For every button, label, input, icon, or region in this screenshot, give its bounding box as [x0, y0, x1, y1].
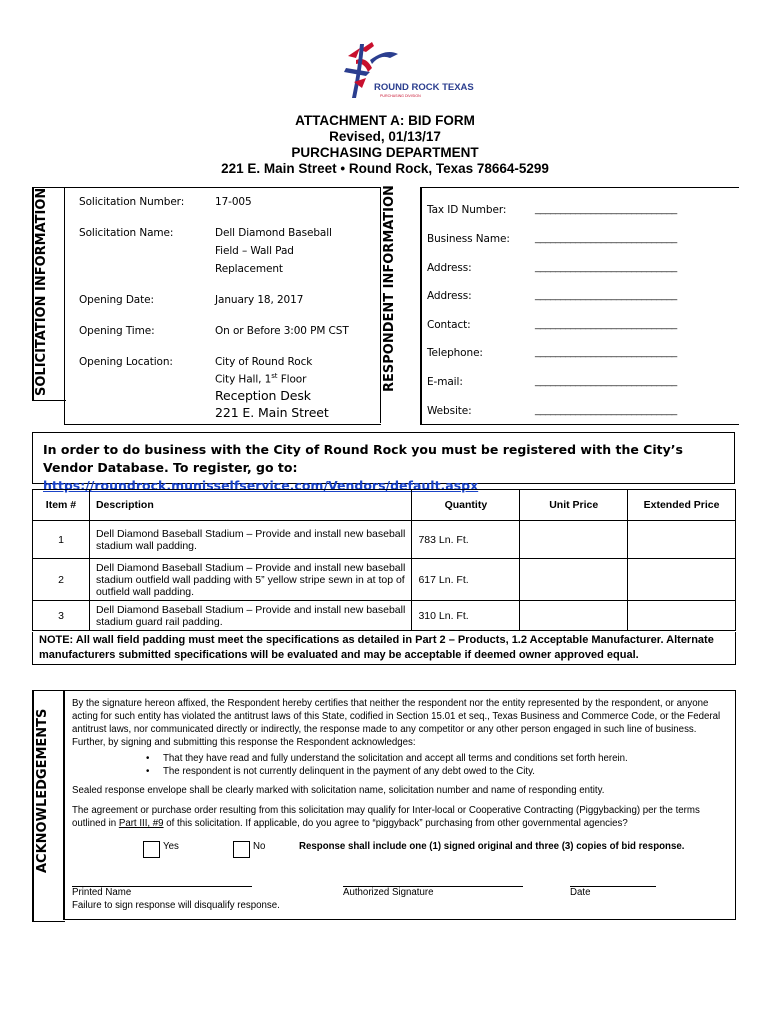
svg-text:PURCHASING DIVISION: PURCHASING DIVISION — [380, 94, 421, 98]
unit-price-cell[interactable] — [520, 601, 628, 631]
vendor-registration-notice: In order to do business with the City of Round Rock you must be registered with the City’s Vendor Database. To register, go to: https://roundrock.munisselfservice.com/Vendors/default.aspx — [32, 432, 735, 484]
tax-id-field[interactable]: ____________________________ — [535, 204, 677, 215]
quantity-header: Quantity — [412, 490, 520, 521]
solicitation-number-value: 17-005 — [215, 196, 252, 208]
printed-name-label: Printed Name — [72, 887, 132, 898]
copies-requirement: Response shall include one (1) signed original and three (3) copies of bid response. — [299, 841, 685, 852]
address-1-field[interactable]: ____________________________ — [535, 262, 677, 273]
no-checkbox[interactable] — [233, 841, 250, 858]
item-description: Dell Diamond Baseball Stadium – Provide and install new baseball stadium outfield wall padding with 5” yellow stripe sewn in at top of outfield wall padding. — [89, 559, 412, 601]
unit-price-header: Unit Price — [520, 490, 628, 521]
solicitation-number-label: Solicitation Number: — [79, 196, 185, 208]
respondent-info-panel — [420, 187, 739, 425]
table-header-row — [33, 490, 736, 521]
telephone-label: Telephone: — [427, 347, 483, 359]
item-quantity: 783 Ln. Ft. — [412, 521, 520, 559]
website-field[interactable]: ____________________________ — [535, 405, 677, 416]
item-number: 2 — [33, 559, 90, 601]
item-description: Dell Diamond Baseball Stadium – Provide and install new baseball stadium wall padding. — [89, 521, 412, 559]
unit-price-cell[interactable] — [520, 521, 628, 559]
opening-location-line-2: City Hall, 1st Floor — [215, 372, 307, 386]
contact-label: Contact: — [427, 319, 471, 331]
signature-warning: Failure to sign response will disqualify response. — [72, 900, 280, 911]
respondent-section-title: RESPONDENT INFORMATION — [382, 185, 397, 392]
item-quantity: 617 Ln. Ft. — [412, 559, 520, 601]
svg-text:ROUND ROCK TEXAS: ROUND ROCK TEXAS — [374, 82, 474, 93]
contact-field[interactable]: ____________________________ — [535, 319, 677, 330]
address-2-field[interactable]: ____________________________ — [535, 290, 677, 301]
telephone-field[interactable]: ____________________________ — [535, 347, 677, 358]
business-name-label: Business Name: — [427, 233, 510, 245]
bid-items-table — [32, 489, 736, 631]
yes-label: Yes — [163, 841, 179, 852]
opening-date-label: Opening Date: — [79, 294, 154, 306]
bullet-icon: • — [146, 766, 150, 777]
bullet-icon: • — [146, 753, 150, 764]
table-row — [33, 559, 736, 601]
item-quantity: 310 Ln. Ft. — [412, 601, 520, 631]
antitrust-certification: By the signature hereon affixed, the Respondent hereby certifies that neither the respondent nor the entity represented by the respondent, or anyone acting for such entity has violated the antitrust laws of this State, codified in Section 15.01 et seq., Texas Business and Commerce Code, or the Federal antitrust laws, nor communicated directly or indirectly, the response made to any competitor or any other person engaged in such line of business. Further, by signing and submitting this response the Respondent acknowledges: — [72, 698, 721, 748]
date-label: Date — [570, 887, 591, 898]
solicitation-name-value-3: Replacement — [215, 263, 283, 275]
solicitation-name-label: Solicitation Name: — [79, 227, 174, 239]
item-number: 1 — [33, 521, 90, 559]
extended-price-cell[interactable] — [628, 521, 736, 559]
no-label: No — [253, 841, 266, 852]
table-row — [33, 521, 736, 559]
item-number: 3 — [33, 601, 90, 631]
extended-price-header: Extended Price — [628, 490, 736, 521]
table-row — [33, 601, 736, 631]
specification-note: NOTE: All wall field padding must meet the specifications as detailed in Part 2 – Products, 1.2 Acceptable Manufacturer. Alternate manufacturers submitted specifications will be evaluated and may be acceptable if deemed owner approved equal. — [32, 632, 736, 665]
opening-location-line-1: City of Round Rock — [215, 356, 313, 368]
department-address: 221 E. Main Street • Round Rock, Texas 78664-5299 — [221, 161, 549, 176]
opening-location-label: Opening Location: — [79, 356, 173, 368]
authorized-signature-label: Authorized Signature — [343, 887, 434, 898]
item-description: Dell Diamond Baseball Stadium – Provide and install new baseball stadium guard rail padding. — [89, 601, 412, 631]
vendor-registration-link[interactable]: https://roundrock.munisselfservice.com/Vendors/default.aspx — [43, 478, 479, 493]
acknowledgements-title: ACKNOWLEDGEMENTS — [35, 708, 50, 873]
unit-price-cell[interactable] — [520, 559, 628, 601]
description-header: Description — [89, 490, 412, 521]
address-2-label: Address: — [427, 290, 472, 302]
solicitation-section-title: SOLICITATION INFORMATION — [34, 187, 49, 396]
department-name: PURCHASING DEPARTMENT — [291, 145, 479, 160]
yes-checkbox[interactable] — [143, 841, 160, 858]
address-1-label: Address: — [427, 262, 472, 274]
email-field[interactable]: ____________________________ — [535, 376, 677, 387]
extended-price-cell[interactable] — [628, 559, 736, 601]
tax-id-label: Tax ID Number: — [427, 204, 507, 216]
acknowledgement-1: That they have read and fully understand the solicitation and accept all terms and conditions set forth herein. — [163, 753, 628, 764]
form-title: ATTACHMENT A: BID FORM — [295, 113, 475, 128]
opening-location-line-3: Reception Desk — [215, 388, 311, 403]
acknowledgement-2: The respondent is not currently delinquent in the payment of any debt owed to the City. — [163, 766, 535, 777]
envelope-instruction: Sealed response envelope shall be clearly marked with solicitation name, solicitation number and name of responding entity. — [72, 785, 605, 796]
opening-date-value: January 18, 2017 — [215, 294, 304, 306]
round-rock-logo — [326, 38, 476, 106]
item-header: Item # — [33, 490, 90, 521]
website-label: Website: — [427, 405, 472, 417]
extended-price-cell[interactable] — [628, 601, 736, 631]
piggyback-question: The agreement or purchase order resulting from this solicitation may qualify for Inter-local or Cooperative Contracting (Piggybacking) per the terms outlined in Part III, #9 of this solicitation. If applicable, do you agree to “piggyback” purchasing from other governmental agencies? — [72, 805, 700, 829]
solicitation-name-value-1: Dell Diamond Baseball — [215, 227, 332, 239]
opening-location-line-4: 221 E. Main Street — [215, 405, 329, 420]
email-label: E-mail: — [427, 376, 463, 388]
revision-date: Revised, 01/13/17 — [329, 129, 441, 144]
business-name-field[interactable]: ____________________________ — [535, 233, 677, 244]
opening-time-value: On or Before 3:00 PM CST — [215, 325, 349, 337]
opening-time-label: Opening Time: — [79, 325, 155, 337]
solicitation-name-value-2: Field – Wall Pad — [215, 245, 294, 257]
